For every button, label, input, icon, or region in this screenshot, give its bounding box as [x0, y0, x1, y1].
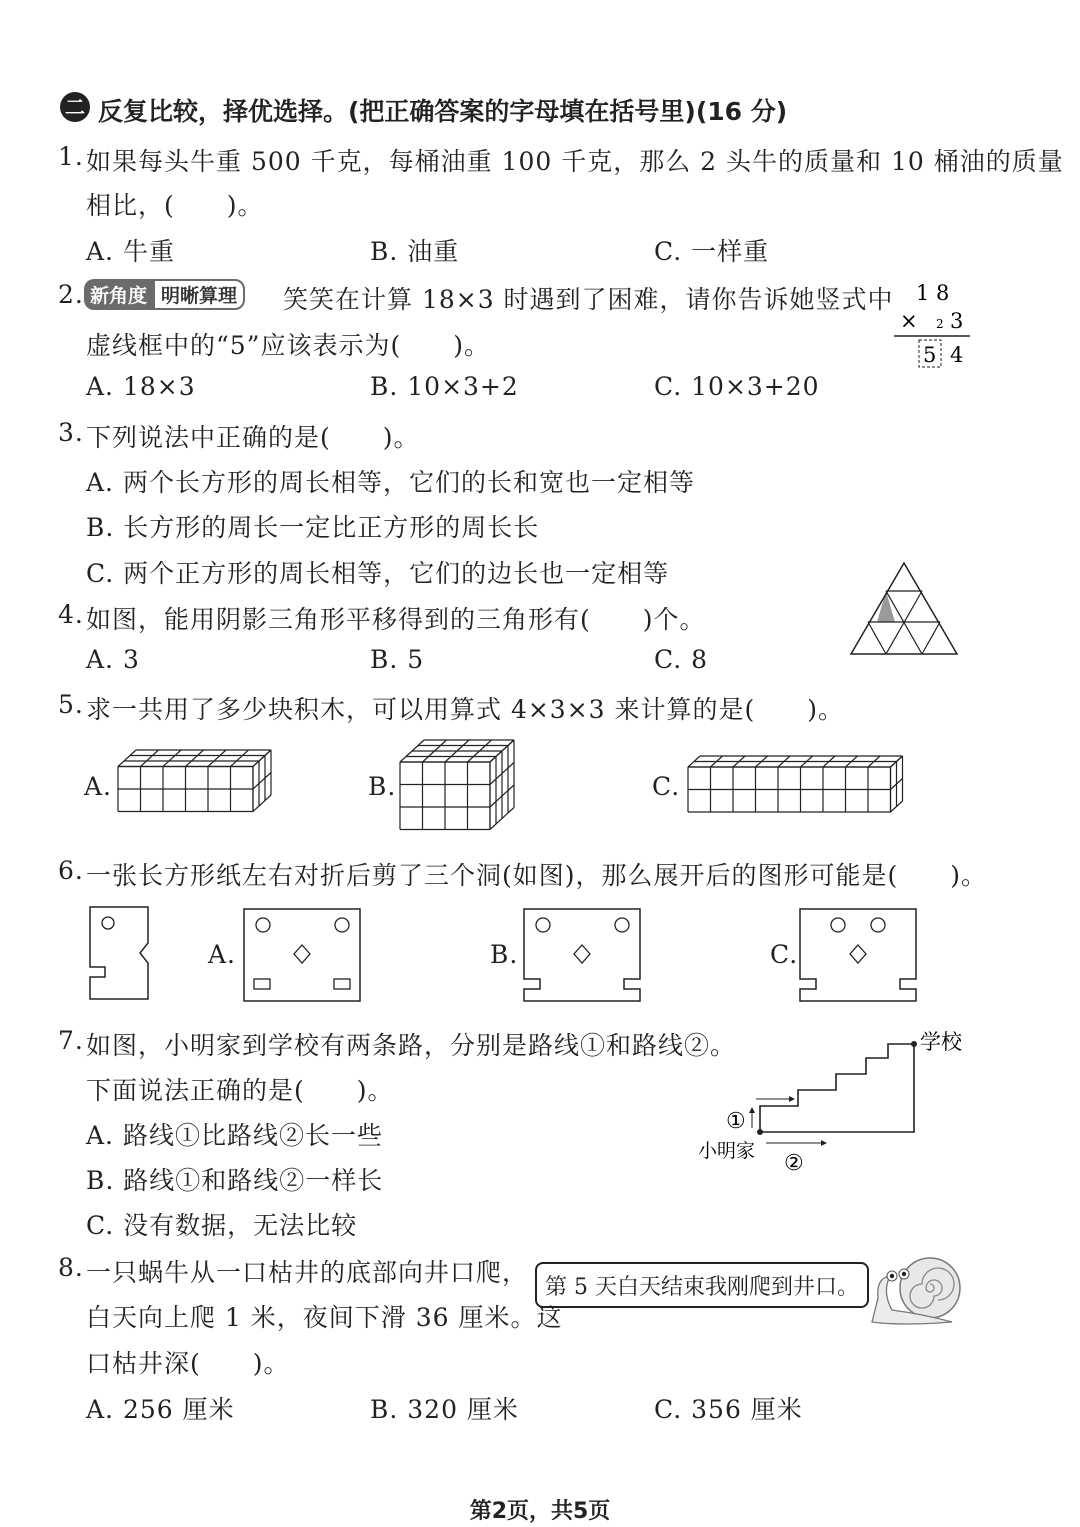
- calc-times: ×: [900, 309, 918, 333]
- q7-option-c: C. 没有数据，无法比较: [86, 1211, 358, 1240]
- calc-top: 1 8: [916, 281, 950, 305]
- q2-line2: 虚线框中的“5”应该表示为( )。: [86, 331, 490, 360]
- q2-badge: [84, 279, 245, 310]
- q7-line1: 如图，小明家到学校有两条路，分别是路线①和路线②。: [86, 1031, 737, 1060]
- snail-icon: [862, 1252, 967, 1332]
- calc-result-box: 5: [923, 343, 937, 367]
- block-figure-c: [686, 754, 910, 820]
- calc-result-last: 4: [950, 343, 964, 367]
- q8-line2: 白天向上爬 1 米，夜间下滑 36 厘米。这: [86, 1303, 563, 1332]
- q6-label-a: A.: [208, 940, 237, 969]
- speech-bubble: [535, 1262, 869, 1308]
- q5-line1: 求一共用了多少块积木，可以用算式 4×3×3 来计算的是( )。: [86, 695, 845, 724]
- block-figure-b: [398, 738, 524, 834]
- calc-carry: 2: [936, 317, 944, 331]
- q6-line1: 一张长方形纸左右对折后剪了三个洞(如图)，那么展开后的图形可能是( )。: [86, 861, 988, 890]
- q8-option-b: B. 320 厘米: [370, 1395, 519, 1424]
- q8-option-a: A. 256 厘米: [86, 1395, 235, 1424]
- q1-option-c: C. 一样重: [654, 237, 770, 266]
- page-footer: 第2页，共5页: [469, 1499, 611, 1524]
- q8-line1: 一只蜗牛从一口枯井的底部向井口爬，: [86, 1258, 529, 1287]
- block-figure-a: [116, 748, 284, 824]
- q2-option-a: A. 18×3: [86, 372, 196, 401]
- route-2-label: ②: [784, 1151, 804, 1176]
- school-label: 学校: [920, 1030, 962, 1054]
- q4-option-c: C. 8: [654, 645, 709, 674]
- q5-label-b: B.: [368, 772, 397, 801]
- q6-label-b: B.: [490, 940, 519, 969]
- q3-option-c: C. 两个正方形的周长相等，它们的边长也一定相等: [86, 559, 670, 588]
- q8-number: 8.: [58, 1253, 84, 1282]
- q1-line2: 相比，( )。: [86, 191, 264, 220]
- q5-label-a: A.: [84, 772, 113, 801]
- home-label: 小明家: [698, 1140, 756, 1162]
- vertical-multiplication: [890, 278, 980, 373]
- badge-new-angle: 新角度: [84, 279, 153, 310]
- q4-number: 4.: [58, 600, 84, 629]
- q7-number: 7.: [58, 1026, 84, 1055]
- q7-option-a: A. 路线①比路线②长一些: [86, 1121, 383, 1150]
- section-title: 反复比较，择优选择。(把正确答案的字母填在括号里)(16 分): [98, 97, 788, 126]
- q1-option-a: A. 牛重: [86, 237, 175, 266]
- q3-line1: 下列说法中正确的是( )。: [86, 423, 420, 452]
- q2-line1: 笑笑在计算 18×3 时遇到了困难，请你告诉她竖式中: [283, 285, 894, 314]
- triangle-grid-figure: [848, 560, 960, 658]
- q3-number: 3.: [58, 418, 84, 447]
- q8-option-c: C. 356 厘米: [654, 1395, 803, 1424]
- shaded-triangle: [877, 591, 895, 622]
- q5-number: 5.: [58, 690, 84, 719]
- route-2-path: [760, 1044, 914, 1132]
- section-number-badge: [60, 92, 90, 122]
- speech-bubble-text: 第 5 天白天结束我刚爬到井口。: [545, 1275, 859, 1300]
- q8-line3: 口枯井深( )。: [86, 1349, 290, 1378]
- badge-clear-reasoning: 明晰算理: [153, 279, 245, 310]
- route-figure: [690, 1024, 980, 1176]
- option-b-figure: [522, 907, 642, 1003]
- q4-option-a: A. 3: [86, 645, 140, 674]
- route-1-path: [760, 1044, 914, 1132]
- q2-option-b: B. 10×3+2: [370, 372, 519, 401]
- q2-number: 2.: [58, 280, 84, 309]
- q6-number: 6.: [58, 856, 84, 885]
- folded-paper: [88, 905, 152, 1003]
- q1-option-b: B. 油重: [370, 237, 460, 266]
- q4-option-b: B. 5: [370, 645, 425, 674]
- q4-line1: 如图，能用阴影三角形平移得到的三角形有( )个。: [86, 605, 706, 634]
- route-1-label: ①: [726, 1109, 746, 1134]
- q1-line1: 如果每头牛重 500 千克，每桶油重 100 千克，那么 2 头牛的质量和 10 桶油的质量: [86, 147, 1064, 176]
- q7-line2: 下面说法正确的是( )。: [86, 1076, 394, 1105]
- q5-label-c: C.: [652, 772, 681, 801]
- q2-option-c: C. 10×3+20: [654, 372, 820, 401]
- section-number: 二: [65, 95, 85, 119]
- q6-label-c: C.: [770, 940, 799, 969]
- q1-number: 1.: [58, 142, 84, 171]
- q3-option-b: B. 长方形的周长一定比正方形的周长长: [86, 513, 540, 542]
- option-c-figure: [798, 907, 918, 1003]
- q7-option-b: B. 路线①和路线②一样长: [86, 1166, 384, 1195]
- q3-option-a: A. 两个长方形的周长相等，它们的长和宽也一定相等: [86, 468, 695, 497]
- option-a-figure: [242, 907, 362, 1003]
- calc-multiplier: 3: [950, 309, 964, 333]
